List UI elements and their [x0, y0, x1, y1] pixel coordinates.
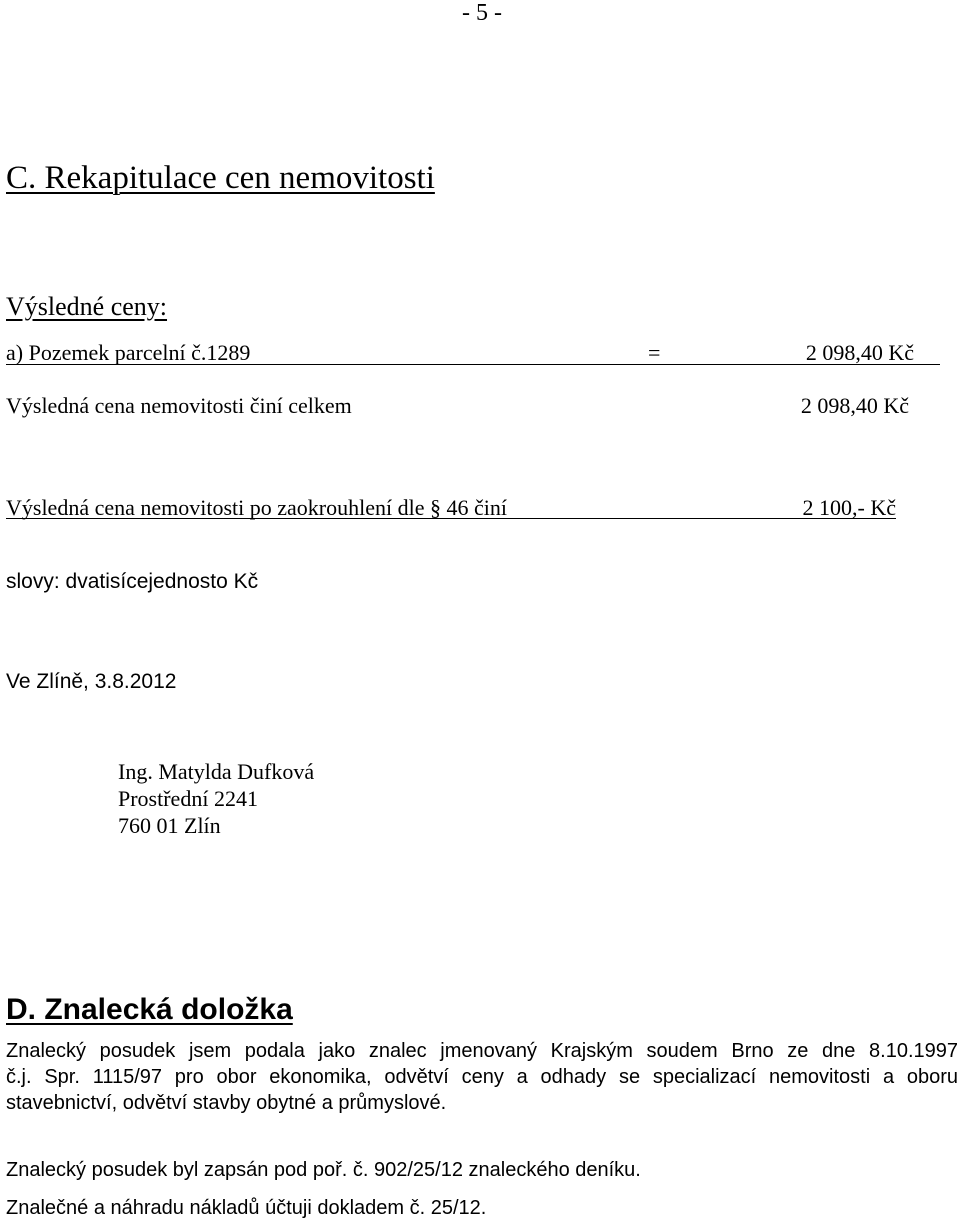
expert-clause-paragraph [6, 1038, 958, 1116]
place-and-date: Ve Zlíně, 3.8.2012 [6, 670, 177, 693]
price-row-value: 2 098,40 Kč [805, 340, 914, 365]
rounded-price-label: Výsledná cena nemovitosti po zaokrouhlení dle § 46 činí [6, 495, 507, 520]
section-c-title: C. Rekapitulace cen nemovitosti [6, 160, 435, 196]
price-in-words: slovy: dvatisícejednosto Kč [6, 570, 259, 593]
paragraph-line: č.j. Spr. 1115/97 pro obor ekonomika, odvětví ceny a odhady se specializací nemovitosti a oboru [6, 1066, 958, 1088]
rounded-price-value: 2 100,- Kč [802, 495, 896, 520]
price-row-equals: = [648, 340, 661, 365]
section-d-title: D. Znalecká doložka [6, 993, 293, 1026]
register-entry-line: Znalecký posudek byl zapsán pod poř. č. 902/25/12 znaleckého deníku. [6, 1159, 641, 1181]
results-heading: Výsledné ceny: [6, 292, 168, 321]
paragraph-line: stavebnictví, odvětví stavby obytné a průmyslové. [6, 1092, 447, 1114]
signer-city: 760 01 Zlín [118, 813, 221, 838]
price-row-label: a) Pozemek parcelní č.1289 [6, 340, 251, 365]
rounded-row-underline [6, 518, 896, 519]
signer-street: Prostřední 2241 [118, 786, 258, 811]
signer-address-block [118, 758, 314, 839]
row-divider [6, 364, 940, 365]
fee-invoice-line: Znalečné a náhradu nákladů účtuji dokladem č. 25/12. [6, 1197, 487, 1219]
paragraph-line: Znalecký posudek jsem podala jako znalec jmenovaný Krajským soudem Brno ze dne 8.10.1997 [6, 1040, 958, 1062]
page-number: - 5 - [462, 0, 502, 26]
total-price-label: Výsledná cena nemovitosti činí celkem [6, 393, 352, 418]
total-price-value: 2 098,40 Kč [800, 393, 909, 418]
price-row-land [6, 340, 940, 366]
signer-name: Ing. Matylda Dufková [118, 759, 315, 784]
